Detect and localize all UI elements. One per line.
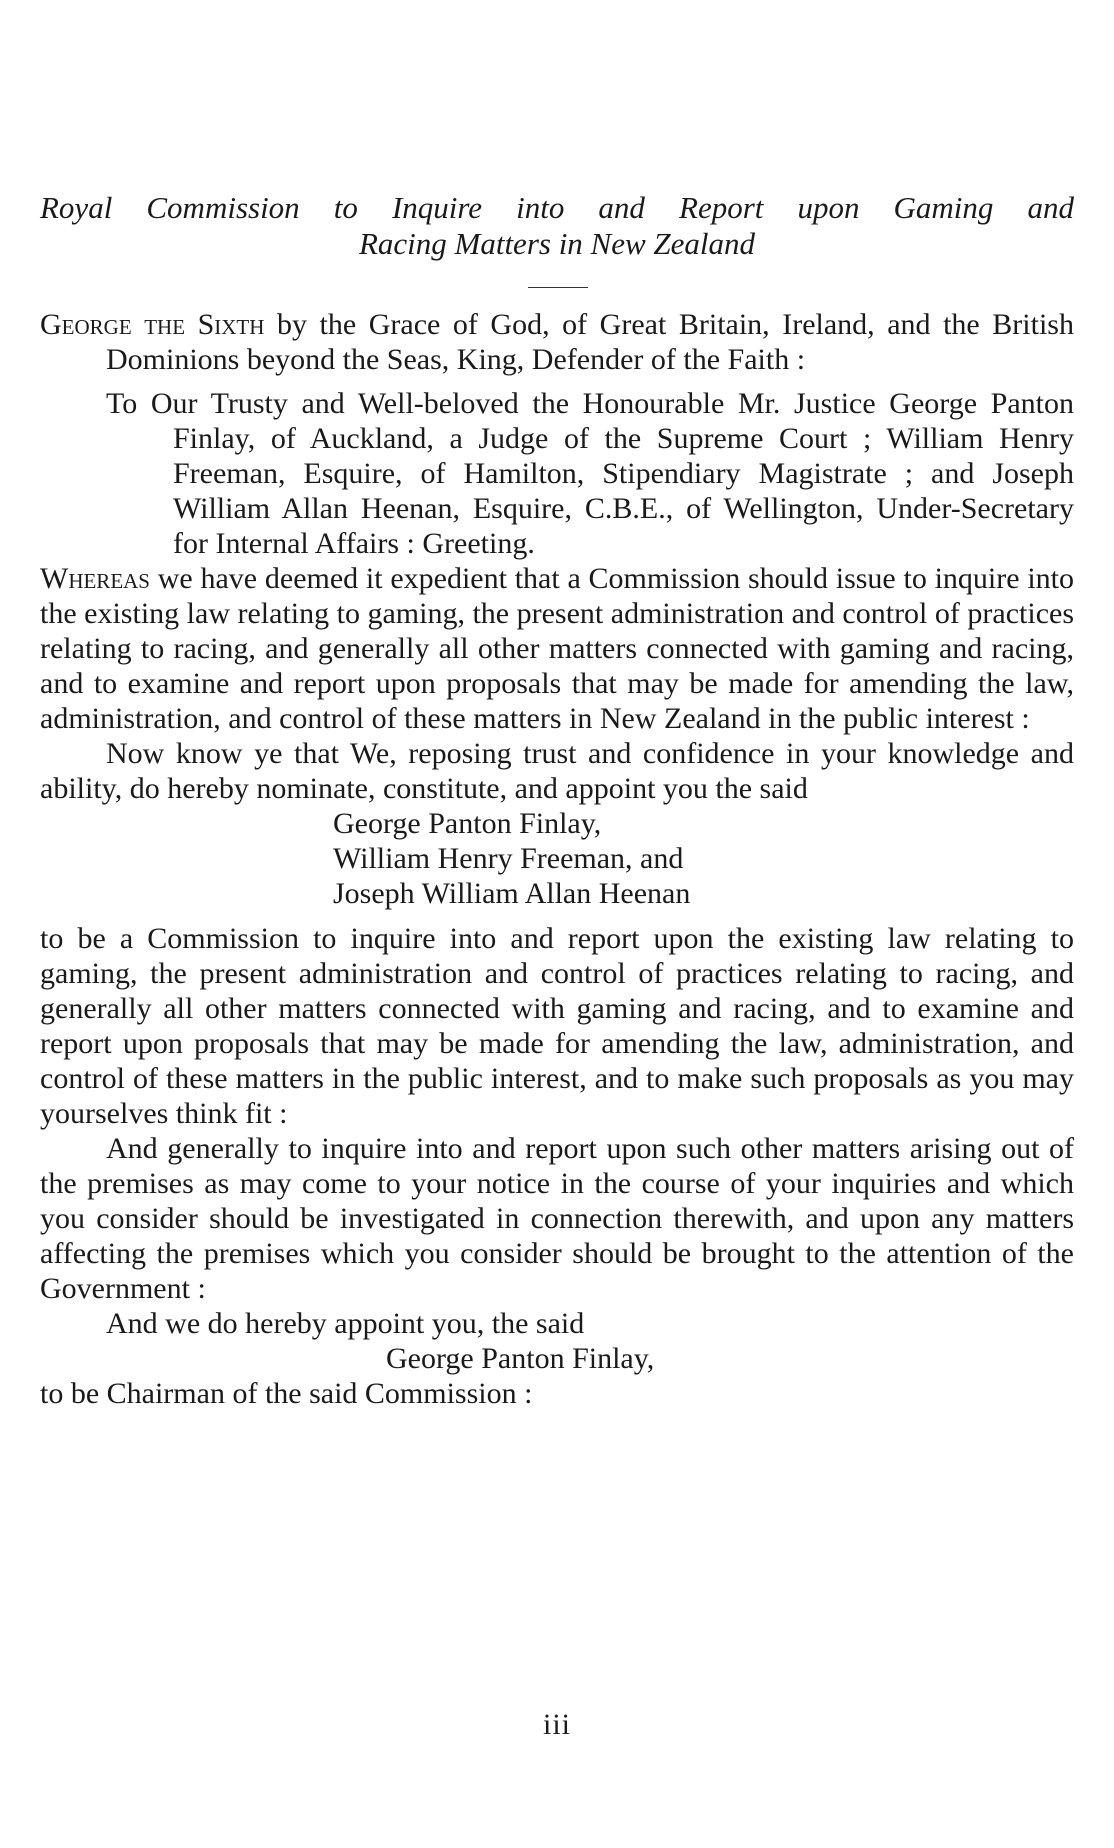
document-page (40, 0, 1074, 1848)
whereas-lead: Whereas (40, 562, 150, 595)
general-paragraph: And generally to inquire into and report upon such other matters arising out of the premises as may come to your notice in the course of your inquiries and which you consider should be investigated in connection therewith, and upon any matters affecting the premises which you consider should be brought to the attention of the Government : (40, 1132, 1074, 1305)
appointment-paragraph: Now know ye that We, reposing trust and confidence in your knowledge and ability, do hereby nominate, constitute, and appoint you the said (40, 737, 1074, 805)
commission-body (40, 307, 1074, 1411)
document-title (40, 190, 1074, 262)
chairman-closing: to be Chairman of the said Commission : (40, 1377, 533, 1410)
commissioner-name: William Henry Freeman, and (333, 842, 684, 875)
commissioner-list (40, 806, 1074, 911)
address-paragraph: To Our Trusty and Well-beloved the Honourable Mr. Justice George Panton Finlay, of Auckland, a Judge of the Supreme Court ; William Henry Freeman, Esquire, of Hamilton, Stipendiary Magistrate ; and Joseph William Allan Heenan, Esquire, C.B.E., of Wellington, Under-Secretary for Internal Affairs : Greeting. (106, 387, 1074, 560)
whereas-text: we have deemed it expedient that a Commission should issue to inquire into the existing law relating to gaming, the present administration and control of practices relating to racing, and generally all other matters connected with gaming and racing, and to examine and report upon proposals that may be made for amending the law, administration, and control of these matters in New Zealand in the public interest : (40, 562, 1074, 735)
commissioner-name: George Panton Finlay, (333, 807, 602, 840)
page-number: iii (542, 1708, 571, 1741)
sovereign-titles: by the Grace of God, of Great Britain, Ireland, and the British Dominions beyond the Seas, King, Defender of the Faith : (106, 308, 1074, 376)
title-line-2: Racing Matters in New Zealand (358, 226, 756, 261)
preamble-paragraph (40, 307, 1074, 377)
sovereign-name: George the Sixth (40, 308, 265, 341)
chairman-name: George Panton Finlay, (386, 1342, 655, 1375)
title-line-1: Royal Commission to Inquire into and Report upon Gaming and (40, 190, 1074, 225)
whereas-paragraph (40, 561, 1074, 736)
mandate-paragraph: to be a Commission to inquire into and report upon the existing law relating to gaming, the present administration and control of practices relating to racing, and generally all other matters connected with gaming and racing, and to examine and report upon proposals that may be made for amending the law, administration, and control of these matters in the public interest, and to make such proposals as you may yourselves think fit : (40, 922, 1074, 1130)
chairman-intro: And we do hereby appoint you, the said (106, 1307, 585, 1340)
commissioner-name: Joseph William Allan Heenan (333, 877, 691, 910)
title-divider (528, 287, 588, 288)
